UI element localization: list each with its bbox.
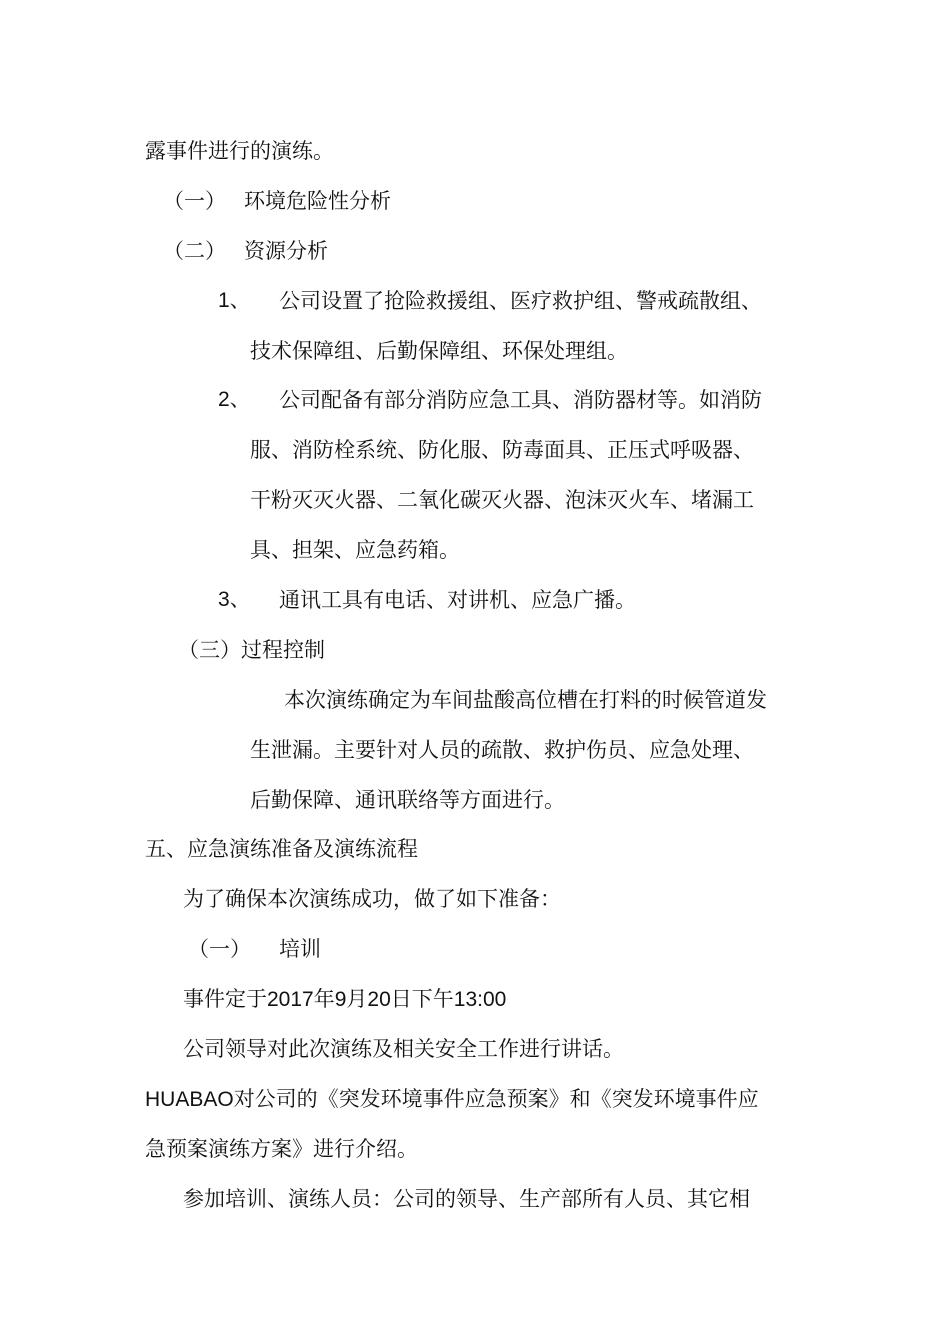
paragraph-line: 本次演练确定为车间盐酸高位槽在打料的时候管道发 [284,688,767,712]
text-segment: 年 [313,987,335,1011]
heading-num: （一） [188,937,251,961]
list-number: 3、 [218,588,251,611]
paragraph-line: 后勤保障、通讯联络等方面进行。 [250,788,565,812]
section-heading: （三）过程控制 [178,638,325,662]
section-heading: 资源分析 [244,239,328,263]
time-value: 13:00 [453,988,507,1011]
text-segment: 月 [346,987,368,1011]
text-line: 露事件进行的演练。 [145,139,334,163]
text-segment: 日下午 [390,987,454,1011]
paragraph-line: 生泄漏。主要针对人员的疏散、救护伤员、应急处理、 [250,738,754,762]
list-item-text: 服、消防栓系统、防化服、防毒面具、正压式呼吸器、 [250,438,754,462]
day-value: 20 [367,988,391,1011]
list-number: 1、 [218,289,251,312]
list-item-text: 干粉灭灭火器、二氧化碳灭火器、泡沫灭火车、堵漏工 [250,488,754,512]
list-item-text: 具、担架、应急药箱。 [250,538,460,562]
text-segment: 对公司的《突发环境事件应急预案》和《突发环境事件应 [233,1087,759,1111]
year-value: 2017 [267,988,314,1011]
heading-num: （一） [163,189,226,213]
heading-num: （二） [163,239,226,263]
paragraph-line [145,1085,759,1114]
section-heading: 培训 [279,937,321,961]
chapter-heading: 五、应急演练准备及演练流程 [145,837,418,861]
paragraph-line: 公司领导对此次演练及相关安全工作进行讲话。 [183,1037,624,1061]
paragraph-line: 为了确保本次演练成功，做了如下准备： [183,887,561,911]
text-segment: 事件定于 [183,987,267,1011]
month-value: 9 [334,988,347,1011]
paragraph-line [183,985,506,1014]
brand-name: HUABAO [145,1088,234,1111]
list-item-text: 技术保障组、后勤保障组、环保处理组。 [250,339,628,363]
section-heading: 环境危险性分析 [244,189,391,213]
list-item-text: 通讯工具有电话、对讲机、应急广播。 [279,588,636,612]
paragraph-line: 参加培训、演练人员：公司的领导、生产部所有人员、其它相 [183,1187,750,1211]
list-item-text: 公司配备有部分消防应急工具、消防器材等。如消防 [279,388,762,412]
list-number: 2、 [218,388,251,411]
list-item-text: 公司设置了抢险救援组、医疗救护组、警戒疏散组、 [279,289,762,313]
paragraph-line: 急预案演练方案》进行介绍。 [145,1137,418,1161]
